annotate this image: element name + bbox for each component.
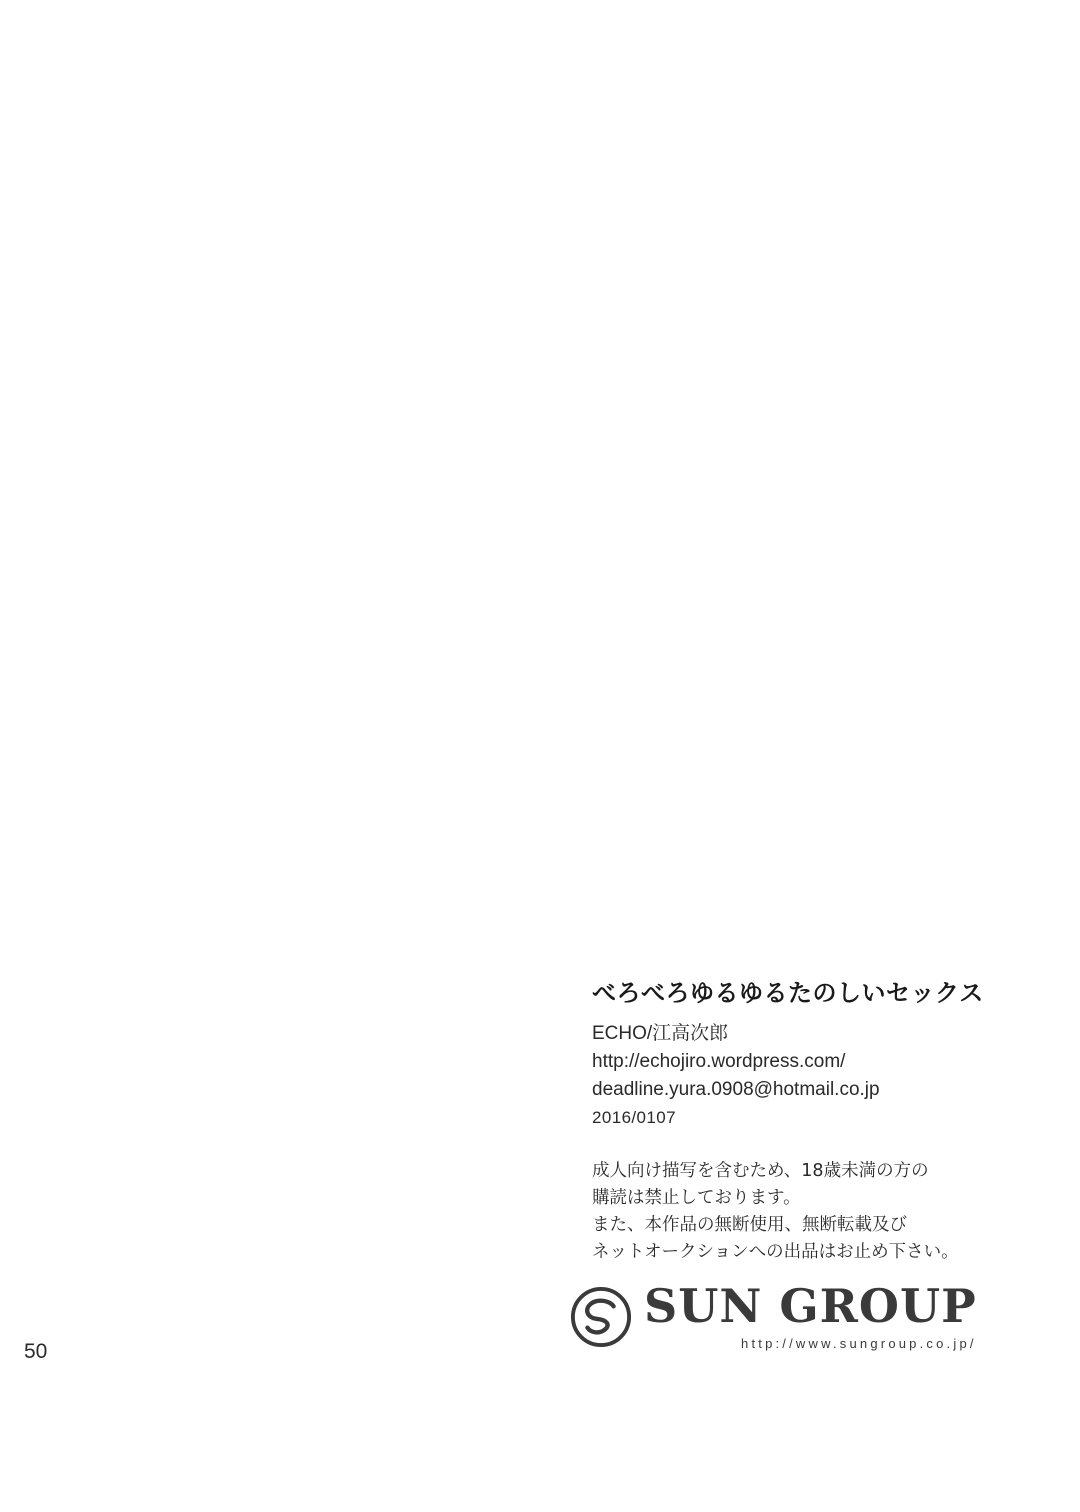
circle-author-line: ECHO/江高次郎: [592, 1023, 729, 1045]
website-line[interactable]: http://echojiro.wordpress.com/: [592, 1051, 846, 1073]
colophon-block: [592, 980, 1012, 1266]
notice-line: 購読は禁止しております。: [592, 1188, 801, 1209]
notice-line: ネットオークションへの出品はお止め下さい。: [592, 1242, 959, 1263]
notice-line: 成人向け描写を含むため、18歳未満の方の: [592, 1161, 929, 1182]
doujinshi-title: べろべろゆるゆるたのしいセックス: [592, 979, 984, 1007]
publication-date: 2016/0107: [592, 1108, 676, 1128]
publisher-url[interactable]: http://www.sungroup.co.jp/: [741, 1336, 977, 1351]
page-number: 50: [24, 1340, 48, 1363]
age-restriction-notice: [592, 1158, 1012, 1266]
publisher-name: SUN GROUP: [644, 1279, 977, 1333]
notice-line: また、本作品の無断使用、無断転載及び: [592, 1215, 907, 1236]
publisher-logo: [570, 1279, 990, 1351]
sun-group-s-mark-icon: [570, 1286, 632, 1348]
email-line[interactable]: deadline.yura.0908@hotmail.co.jp: [592, 1079, 880, 1101]
